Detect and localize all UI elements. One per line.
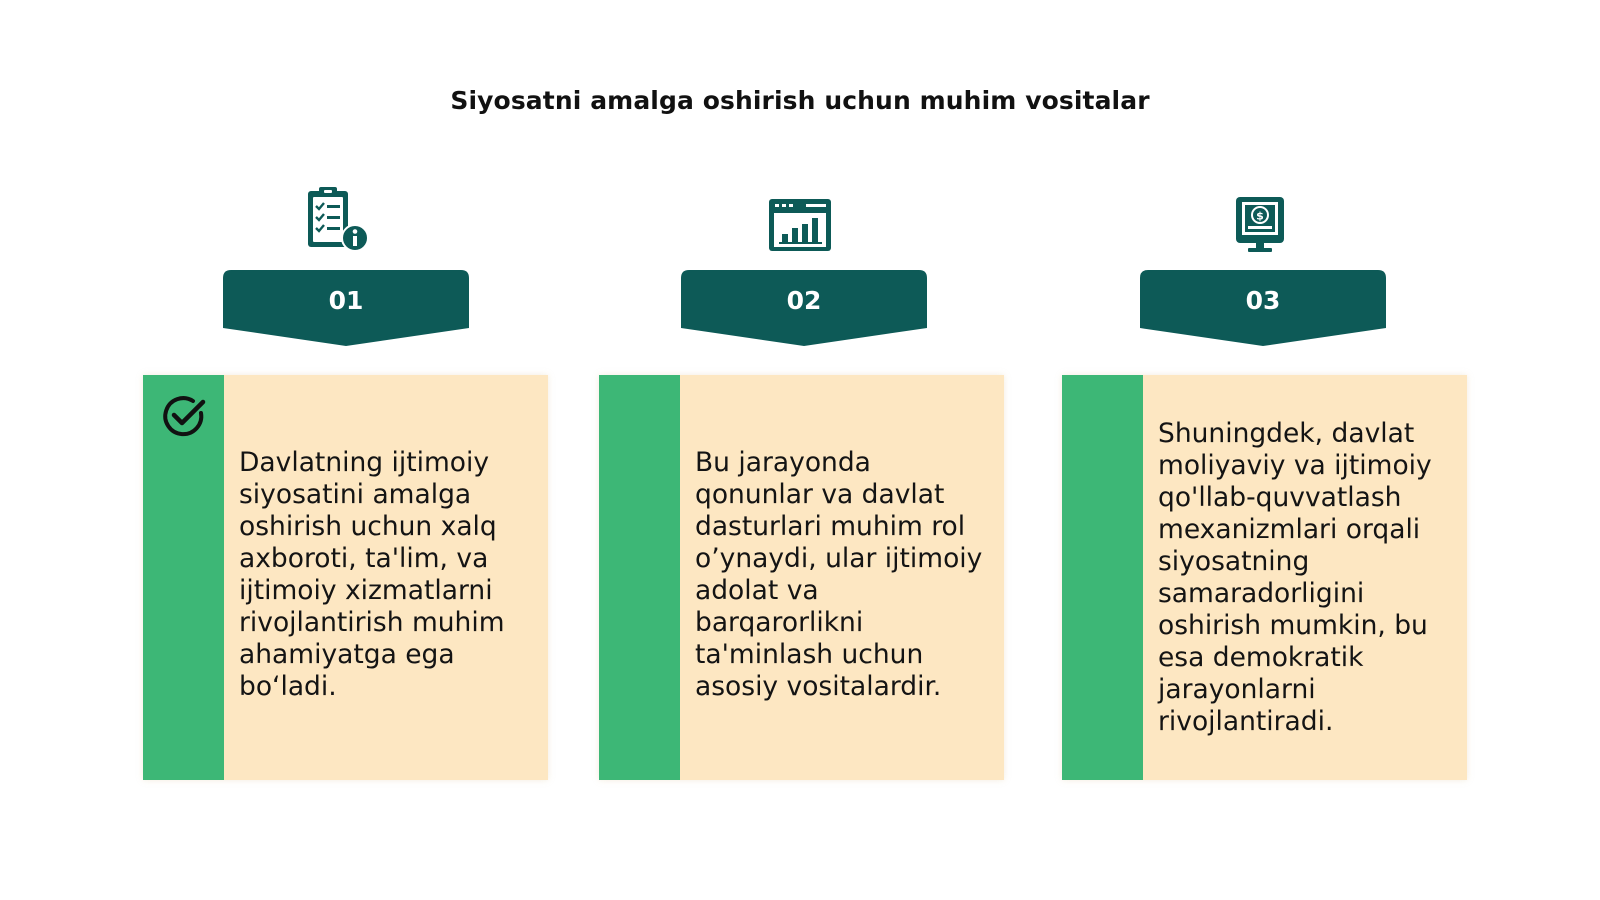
card-accent-bar bbox=[1062, 375, 1143, 780]
step-badge bbox=[1140, 270, 1386, 346]
card-accent-bar bbox=[143, 375, 224, 780]
step-description: Bu jarayonda qonunlar va davlat dasturlari muhim rol o’ynaydi, ular ijtimoiy adolat va barqarorlikni ta'minlash uchun asosiy vositalardir. bbox=[695, 447, 983, 702]
page-title: Siyosatni amalga oshirish uchun muhim vositalar bbox=[450, 86, 1150, 115]
monitor-dollar-icon bbox=[1228, 193, 1298, 263]
step-badge bbox=[681, 270, 927, 346]
clipboard-checklist-info-icon bbox=[303, 185, 373, 255]
step-badge bbox=[223, 270, 469, 346]
step-card bbox=[143, 375, 548, 780]
step-number: 01 bbox=[328, 286, 364, 315]
svg-text:$: $ bbox=[1256, 209, 1264, 223]
browser-bar-chart-icon bbox=[766, 196, 836, 266]
check-circle-icon bbox=[161, 393, 207, 439]
step-description: Shuningdek, davlat moliyaviy va ijtimoiy qo'llab-quvvatlash mexanizmlari orqali siyosatning samaradorligini oshirish mumkin, bu esa demokratik jarayonlarni rivojlantiradi. bbox=[1158, 418, 1432, 737]
card-accent-bar bbox=[599, 375, 680, 780]
step-number: 02 bbox=[786, 286, 822, 315]
step-description: Davlatning ijtimoiy siyosatini amalga oshirish uchun xalq axboroti, ta'lim, va ijtimoiy xizmatlarni rivojlantirish muhim ahamiyatga ega bo‘ladi. bbox=[239, 447, 505, 702]
step-number: 03 bbox=[1245, 286, 1281, 315]
step-card bbox=[1062, 375, 1467, 780]
step-card bbox=[599, 375, 1004, 780]
